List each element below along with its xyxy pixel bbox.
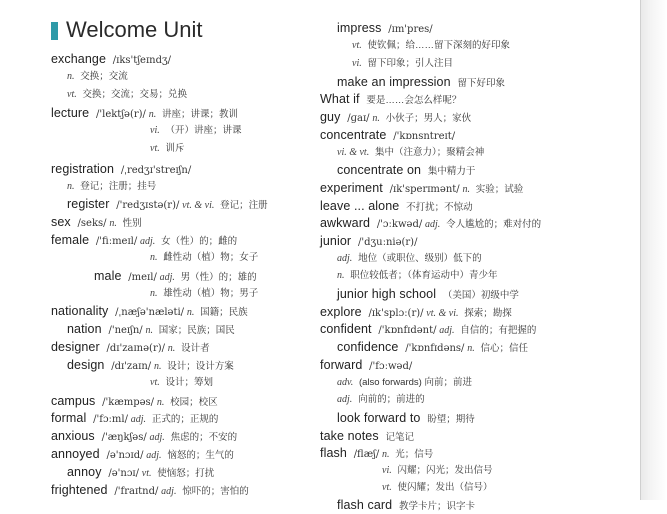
definition: （美国）初级中学 xyxy=(442,290,519,301)
definition: 探索；勘探 xyxy=(464,308,512,319)
vocabulary-entry xyxy=(320,446,433,462)
part-of-speech: vt. xyxy=(150,377,160,388)
headword: registration xyxy=(51,162,115,176)
phonetic: /ɪk'sperɪmənt/ xyxy=(389,184,460,195)
unit-title: Welcome Unit xyxy=(66,17,203,42)
part-of-speech: n. xyxy=(467,343,475,354)
phonetic: /'fiːmeɪl/ xyxy=(95,236,138,247)
phonetic: /seks/ xyxy=(77,218,107,229)
headword: male xyxy=(94,269,122,283)
vocabulary-entry xyxy=(150,376,213,390)
part-of-speech: vi. xyxy=(150,125,160,136)
vocabulary-entry xyxy=(337,252,482,266)
headword: nationality xyxy=(51,304,109,318)
part-of-speech: n. xyxy=(67,71,75,82)
headword: annoy xyxy=(67,465,102,479)
definition: 雄性动（植）物；男子 xyxy=(163,288,259,299)
part-of-speech: n. xyxy=(153,361,162,372)
vocabulary-entry xyxy=(51,394,218,410)
vocabulary-entry xyxy=(337,498,475,514)
definition: 焦虑的；不安的 xyxy=(170,432,238,443)
page-edge-line xyxy=(640,0,641,500)
definition: 设计；设计方案 xyxy=(167,361,234,372)
vocabulary-entry xyxy=(320,216,541,232)
part-of-speech: n. xyxy=(150,252,158,263)
vocabulary-entry xyxy=(337,393,425,407)
definition: 交换；交流；交易；兑换 xyxy=(82,89,188,100)
headword: designer xyxy=(51,340,100,354)
definition: 使钦佩；给……留下深刻的好印象 xyxy=(367,40,511,51)
part-of-speech: n. xyxy=(186,307,195,318)
vocabulary-entry xyxy=(337,163,475,179)
definition: 地位（或职位、级别）低下的 xyxy=(358,253,482,264)
part-of-speech: vt. xyxy=(141,468,152,479)
headword: flash xyxy=(320,446,347,460)
vocabulary-entry xyxy=(150,124,242,138)
definition: 不打扰；不惊动 xyxy=(406,202,473,213)
headword: confidence xyxy=(337,340,399,354)
phonetic: /ɡaɪ/ xyxy=(347,113,370,124)
phonetic: /'fɔːml/ xyxy=(93,414,128,425)
definition: 信心；信任 xyxy=(480,343,529,354)
vocabulary-entry xyxy=(67,465,214,481)
headword: junior high school xyxy=(337,287,437,301)
vocabulary-entry xyxy=(337,287,519,303)
part-of-speech: vi. xyxy=(352,58,362,69)
phonetic: /dɪ'zaɪn/ xyxy=(111,361,152,372)
definition: 登记；注册；挂号 xyxy=(80,181,157,192)
part-of-speech: n. xyxy=(382,449,390,460)
phonetic: /ɪk'splɔː(r)/ xyxy=(368,308,424,319)
vocabulary-entry xyxy=(51,233,237,249)
definition: 使恼怒；打扰 xyxy=(157,468,215,479)
headword: annoyed xyxy=(51,447,100,461)
part-of-speech: adj. xyxy=(337,394,353,405)
headword: nation xyxy=(67,322,102,336)
headword: sex xyxy=(51,215,71,229)
headword: confident xyxy=(320,322,372,336)
phonetic: /ɪks'tʃeɪndʒ/ xyxy=(112,55,172,66)
definition: 要是……会怎么样呢？ xyxy=(366,95,462,106)
vocabulary-entry xyxy=(51,429,237,445)
vocabulary-entry xyxy=(382,464,493,478)
definition: 雌性动（植）物；女子 xyxy=(163,252,259,263)
headword: junior xyxy=(320,234,352,248)
phonetic: /'fɔːwəd/ xyxy=(369,361,413,372)
headword: register xyxy=(67,197,110,211)
phonetic: /'kɒnfɪdənt/ xyxy=(378,325,437,336)
part-of-speech: adj. xyxy=(425,219,441,230)
phonetic: /'æŋkʃəs/ xyxy=(101,432,147,443)
definition: 男（性）的；雄的 xyxy=(180,272,257,283)
vocabulary-entry xyxy=(352,39,510,53)
headword: concentrate xyxy=(320,128,387,142)
vocabulary-entry xyxy=(67,180,156,194)
phonetic: /'kɒnsntreɪt/ xyxy=(393,131,456,142)
definition: 光；信号 xyxy=(395,449,434,460)
headword: flash card xyxy=(337,498,393,512)
definition: 设计者 xyxy=(181,343,210,354)
definition: 女（性）的；雌的 xyxy=(161,236,238,247)
phonetic: /flæʃ/ xyxy=(353,449,380,460)
definition: (also forwards) 向前；前进 xyxy=(358,377,472,388)
vocabulary-entry xyxy=(337,376,472,390)
phonetic: /'lektʃə(r)/ xyxy=(96,109,146,120)
part-of-speech: n. xyxy=(337,270,345,281)
phonetic: /'redʒɪstə(r)/ xyxy=(116,200,180,211)
definition: （开）讲座；讲课 xyxy=(165,125,242,136)
phonetic: /meɪl/ xyxy=(128,272,157,283)
vocabulary-entry xyxy=(320,199,473,215)
part-of-speech: adv. xyxy=(337,377,354,388)
headword: awkward xyxy=(320,216,371,230)
definition: 实验；试验 xyxy=(475,184,524,195)
part-of-speech: n. xyxy=(372,113,380,124)
part-of-speech: n. xyxy=(167,343,176,354)
definition: 留下好印象 xyxy=(457,78,505,89)
vocabulary-entry xyxy=(320,110,471,126)
vocabulary-entry xyxy=(320,128,455,144)
definition: 训斥 xyxy=(165,143,185,154)
definition: 向前的；前进的 xyxy=(358,394,425,405)
definition: 留下印象；引人注目 xyxy=(367,58,454,69)
part-of-speech: adj. xyxy=(146,450,162,461)
definition: 恼怒的；生气的 xyxy=(167,450,234,461)
definition: 正式的；正规的 xyxy=(151,414,219,425)
part-of-speech: vt. xyxy=(150,143,160,154)
phonetic: /ɪm'pres/ xyxy=(388,24,433,35)
definition: 闪耀；闪光；发出信号 xyxy=(397,465,493,476)
part-of-speech: n. xyxy=(150,288,158,299)
headword: design xyxy=(67,358,105,372)
phonetic: /ə'nɔɪ/ xyxy=(108,468,139,479)
vocabulary-entry xyxy=(51,483,249,499)
headword: make an impression xyxy=(337,75,451,89)
part-of-speech: n. xyxy=(148,109,157,120)
headword: impress xyxy=(337,21,382,35)
headword: concentrate on xyxy=(337,163,422,177)
headword: take notes xyxy=(320,429,379,443)
phonetic: /ə'nɔɪd/ xyxy=(106,450,144,461)
part-of-speech: adj. xyxy=(337,253,353,264)
part-of-speech: adj. xyxy=(140,236,156,247)
vocabulary-entry xyxy=(51,447,234,463)
vocabulary-entry xyxy=(94,269,257,285)
headword: experiment xyxy=(320,181,383,195)
vocabulary-entry xyxy=(51,340,210,356)
headword: leave ... alone xyxy=(320,199,400,213)
vocabulary-entry xyxy=(352,57,453,71)
page-edge-shadow xyxy=(640,0,667,500)
vocabulary-entry xyxy=(337,269,498,283)
phonetic: /ˌnæʃə'næləti/ xyxy=(115,307,185,318)
definition: 令人尴尬的；难对付的 xyxy=(446,219,542,230)
headword: What if xyxy=(320,92,360,106)
part-of-speech: vt. xyxy=(67,89,77,100)
vocabulary-entry xyxy=(337,340,528,356)
phonetic: /'ɔːkwəd/ xyxy=(376,219,423,230)
phonetic: /'kɒnfɪdəns/ xyxy=(405,343,465,354)
phonetic: /'fraɪtnd/ xyxy=(114,486,159,497)
headword: explore xyxy=(320,305,362,319)
part-of-speech: vt. & vi. xyxy=(182,200,215,211)
vocabulary-entry xyxy=(320,358,412,374)
definition: 登记；注册 xyxy=(220,200,268,211)
vocabulary-entry xyxy=(51,304,248,320)
vocabulary-entry xyxy=(337,21,433,37)
part-of-speech: vt. & vi. xyxy=(426,308,459,319)
part-of-speech: vi. & vt. xyxy=(337,147,370,158)
definition: 讲座；讲课；教训 xyxy=(161,109,238,120)
vocabulary-entry xyxy=(320,234,417,250)
definition: 国家；民族；国民 xyxy=(158,325,235,336)
headword: campus xyxy=(51,394,96,408)
vocabulary-entry xyxy=(51,106,238,122)
definition: 国籍；民族 xyxy=(200,307,248,318)
definition: 小伙子；男人；家伙 xyxy=(385,113,472,124)
definition: 盼望；期待 xyxy=(427,414,475,425)
unit-title-accent-bar xyxy=(51,22,58,40)
definition: 惊吓的；害怕的 xyxy=(182,486,249,497)
vocabulary-entry xyxy=(337,146,484,160)
vocabulary-entry xyxy=(51,215,142,231)
headword: forward xyxy=(320,358,363,372)
vocabulary-entry xyxy=(67,358,234,374)
part-of-speech: vi. xyxy=(382,465,392,476)
part-of-speech: vt. xyxy=(352,40,362,51)
vocabulary-entry xyxy=(150,251,258,265)
vocabulary-entry xyxy=(320,429,414,445)
vocabulary-entry xyxy=(320,322,536,338)
vocabulary-entry xyxy=(150,142,185,156)
phonetic: /dɪ'zaɪnə(r)/ xyxy=(106,343,165,354)
vocabulary-entry xyxy=(67,322,235,338)
part-of-speech: adj. xyxy=(159,272,175,283)
headword: female xyxy=(51,233,90,247)
phonetic: /'kæmpəs/ xyxy=(102,397,155,408)
vocabulary-entry xyxy=(320,181,523,197)
headword: exchange xyxy=(51,52,107,66)
definition: 集中（注意力）；聚精会神 xyxy=(375,147,485,158)
part-of-speech: n. xyxy=(462,184,470,195)
part-of-speech: n. xyxy=(145,325,153,336)
definition: 自信的；有把握的 xyxy=(460,325,537,336)
definition: 职位较低者；（体育运动中）青少年 xyxy=(350,270,498,281)
vocabulary-entry xyxy=(320,92,461,108)
phonetic: /ˌredʒɪ'streɪʃn/ xyxy=(120,165,192,176)
vocabulary-entry xyxy=(67,197,268,213)
part-of-speech: vt. xyxy=(382,482,392,493)
phonetic: /'dʒuːniə(r)/ xyxy=(357,237,418,248)
part-of-speech: adj. xyxy=(161,486,177,497)
vocabulary-entry xyxy=(51,411,218,427)
headword: look forward to xyxy=(337,411,421,425)
definition: 教学卡片；识字卡 xyxy=(398,501,475,512)
headword: guy xyxy=(320,110,341,124)
vocabulary-entry xyxy=(51,162,191,178)
definition: 校园；校区 xyxy=(170,397,218,408)
part-of-speech: adj. xyxy=(149,432,165,443)
vocabulary-entry xyxy=(382,481,493,495)
vocabulary-entry xyxy=(51,52,171,68)
vocabulary-entry xyxy=(320,305,512,321)
part-of-speech: n. xyxy=(109,218,117,229)
part-of-speech: n. xyxy=(67,181,75,192)
vocabulary-entry xyxy=(67,88,187,102)
vocabulary-entry xyxy=(67,70,128,84)
definition: 设计；筹划 xyxy=(165,377,214,388)
definition: 交换；交流 xyxy=(80,71,128,82)
definition: 使闪耀；发出（信号） xyxy=(397,482,493,493)
headword: lecture xyxy=(51,106,90,120)
headword: anxious xyxy=(51,429,95,443)
headword: formal xyxy=(51,411,87,425)
phonetic: /'neɪʃn/ xyxy=(108,325,143,336)
part-of-speech: adj. xyxy=(439,325,455,336)
vocabulary-entry xyxy=(337,411,475,427)
definition: 集中精力于 xyxy=(427,166,476,177)
definition: 记笔记 xyxy=(385,432,414,443)
vocabulary-entry xyxy=(337,75,505,91)
part-of-speech: adj. xyxy=(130,414,147,425)
vocabulary-entry xyxy=(150,287,258,301)
definition: 性别 xyxy=(122,218,142,229)
headword: frightened xyxy=(51,483,108,497)
part-of-speech: n. xyxy=(156,397,165,408)
